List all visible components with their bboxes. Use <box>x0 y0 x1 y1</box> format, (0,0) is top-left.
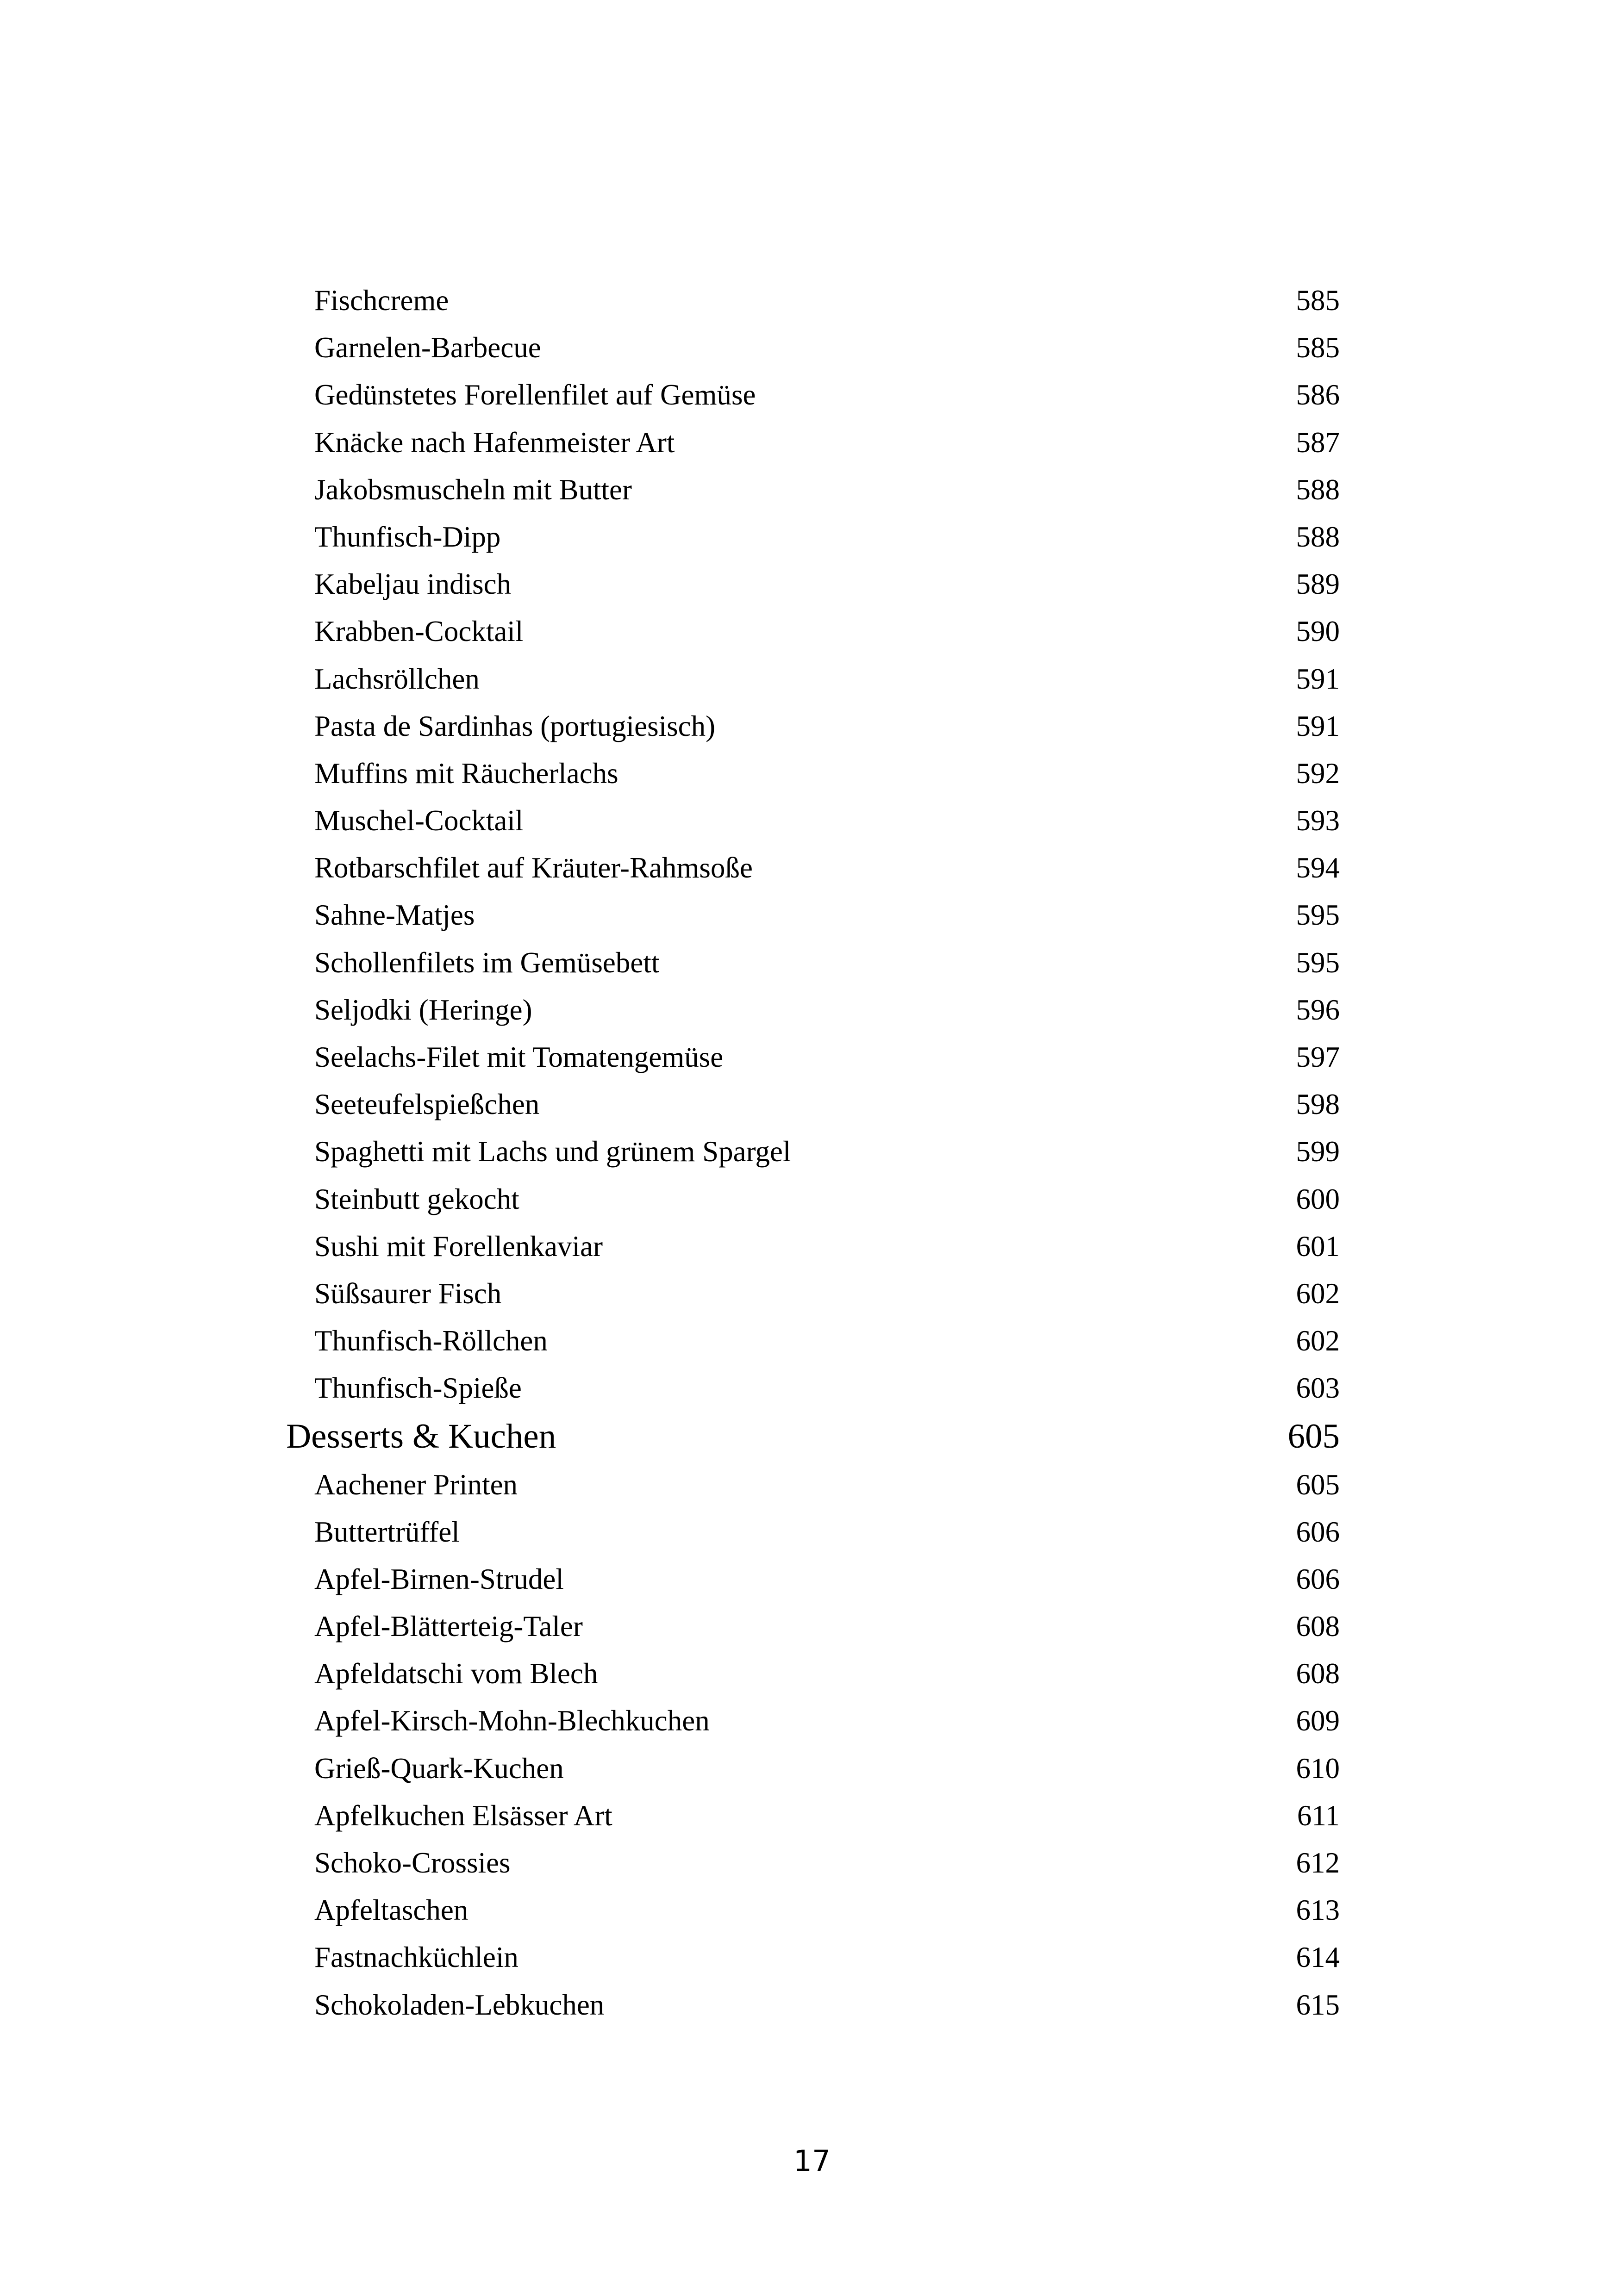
toc-entry-title: Muffins mit Räucherlachs <box>314 757 618 790</box>
toc-entry <box>286 1176 1340 1223</box>
toc-entry-page: 602 <box>1296 1325 1340 1357</box>
toc-entry-page: 613 <box>1296 1894 1340 1927</box>
toc-entry <box>286 891 1340 939</box>
toc-entry-page: 598 <box>1296 1088 1340 1121</box>
toc-entry-title: Buttertrüffel <box>314 1515 460 1548</box>
toc-entry-title: Spaghetti mit Lachs und grünem Spargel <box>314 1135 791 1168</box>
toc-entry <box>286 1934 1340 1981</box>
toc-entry-page: 591 <box>1296 709 1340 742</box>
toc-entry <box>286 1839 1340 1886</box>
toc-entry-title: Seeteufelspießchen <box>314 1088 540 1121</box>
toc-entry-page: 593 <box>1296 804 1340 837</box>
toc-entry-title: Grieß-Quark-Kuchen <box>314 1752 564 1785</box>
toc-entry-title: Thunfisch-Röllchen <box>314 1325 548 1357</box>
toc-entry <box>286 1364 1340 1412</box>
toc-entry <box>286 986 1340 1033</box>
toc-entry <box>286 1556 1340 1603</box>
toc-entry-page: 586 <box>1296 379 1340 411</box>
section-page: 605 <box>1287 1417 1340 1456</box>
toc-entry-title: Aachener Printen <box>314 1468 518 1501</box>
toc-entry-title: Pasta de Sardinhas (portugiesisch) <box>314 709 716 742</box>
toc-entry <box>286 1981 1340 2028</box>
toc-entry <box>286 703 1340 750</box>
toc-entry-page: 588 <box>1296 520 1340 553</box>
toc-entry-page: 591 <box>1296 662 1340 695</box>
toc-entry <box>286 277 1340 324</box>
toc-entry <box>286 844 1340 891</box>
toc-entry-page: 596 <box>1296 993 1340 1026</box>
toc-entry <box>286 750 1340 797</box>
toc-entry-title: Knäcke nach Hafenmeister Art <box>314 426 675 459</box>
toc-entry-page: 595 <box>1296 946 1340 979</box>
toc-entries-fish <box>286 277 1340 1412</box>
toc-entry <box>286 608 1340 655</box>
toc-entry-title: Apfel-Birnen-Strudel <box>314 1562 564 1595</box>
toc-entry-page: 601 <box>1296 1230 1340 1263</box>
toc-entry-page: 608 <box>1296 1657 1340 1690</box>
toc-entry-page: 609 <box>1296 1705 1340 1737</box>
toc-entry-title: Apfel-Kirsch-Mohn-Blechkuchen <box>314 1705 710 1737</box>
toc-entry-title: Sushi mit Forellenkaviar <box>314 1230 603 1263</box>
toc-entry <box>286 1128 1340 1175</box>
toc-entry <box>286 1033 1340 1081</box>
toc-entry-page: 612 <box>1296 1847 1340 1879</box>
page-number: 17 <box>793 2144 831 2178</box>
toc-entry-page: 608 <box>1296 1610 1340 1643</box>
toc-entry-page: 610 <box>1296 1752 1340 1785</box>
toc-entry <box>286 1508 1340 1556</box>
toc-entry-title: Thunfisch-Spieße <box>314 1372 522 1405</box>
toc-entry-title: Seelachs-Filet mit Tomatengemüse <box>314 1041 724 1073</box>
toc-entry-page: 597 <box>1296 1041 1340 1073</box>
toc-entry-title: Jakobsmuscheln mit Butter <box>314 473 632 506</box>
toc-entry <box>286 371 1340 418</box>
toc-entry <box>286 1650 1340 1697</box>
toc-entry-title: Lachsröllchen <box>314 662 480 695</box>
toc-entry <box>286 1223 1340 1270</box>
toc-entry <box>286 419 1340 466</box>
toc-entry-page: 614 <box>1296 1941 1340 1974</box>
toc-entry-page: 606 <box>1296 1562 1340 1595</box>
toc-entries-desserts <box>286 1461 1340 2028</box>
toc-entry-page: 585 <box>1296 284 1340 317</box>
toc-entry-title: Gedünstetes Forellenfilet auf Gemüse <box>314 379 756 411</box>
toc-entry <box>286 797 1340 844</box>
toc-entry-page: 599 <box>1296 1135 1340 1168</box>
toc-entry-page: 602 <box>1296 1277 1340 1310</box>
toc-entry-title: Kabeljau indisch <box>314 568 512 601</box>
toc-entry-title: Fastnachküchlein <box>314 1941 518 1974</box>
toc-entry <box>286 939 1340 986</box>
toc-entry-page: 605 <box>1296 1468 1340 1501</box>
toc-entry-page: 592 <box>1296 757 1340 790</box>
toc-entry-page: 611 <box>1297 1799 1340 1832</box>
toc-entry-title: Schoko-Crossies <box>314 1847 511 1879</box>
toc-entry-title: Muschel-Cocktail <box>314 804 524 837</box>
toc-entry <box>286 1603 1340 1650</box>
toc-entry-page: 590 <box>1296 615 1340 648</box>
toc-entry-page: 595 <box>1296 899 1340 932</box>
toc-entry <box>286 655 1340 703</box>
toc-entry-title: Rotbarschfilet auf Kräuter-Rahmsoße <box>314 852 753 884</box>
toc-entry-page: 606 <box>1296 1515 1340 1548</box>
toc-entry <box>286 1461 1340 1508</box>
toc-entry-title: Sahne-Matjes <box>314 899 475 932</box>
toc-entry-page: 587 <box>1296 426 1340 459</box>
toc-entry-title: Thunfisch-Dipp <box>314 520 501 553</box>
toc-entry-page: 615 <box>1296 1988 1340 2021</box>
toc-entry <box>286 1697 1340 1744</box>
toc-entry <box>286 1745 1340 1792</box>
toc-entry-title: Seljodki (Heringe) <box>314 993 532 1026</box>
toc-entry-page: 588 <box>1296 473 1340 506</box>
section-title: Desserts & Kuchen <box>286 1417 556 1456</box>
toc-entry-title: Garnelen-Barbecue <box>314 331 541 364</box>
toc-entry <box>286 1886 1340 1934</box>
toc-entry <box>286 466 1340 513</box>
toc-entry-title: Krabben-Cocktail <box>314 615 524 648</box>
toc-entry-page: 600 <box>1296 1182 1340 1215</box>
toc-entry-page: 603 <box>1296 1372 1340 1405</box>
toc-entry-title: Apfel-Blätterteig-Taler <box>314 1610 583 1643</box>
toc-entry-page: 585 <box>1296 331 1340 364</box>
table-of-contents <box>286 277 1340 2028</box>
toc-entry-title: Apfeldatschi vom Blech <box>314 1657 598 1690</box>
toc-entry <box>286 1317 1340 1364</box>
toc-entry <box>286 1270 1340 1317</box>
toc-section-heading <box>286 1412 1340 1461</box>
toc-entry-title: Schollenfilets im Gemüsebett <box>314 946 660 979</box>
toc-entry <box>286 513 1340 560</box>
toc-entry <box>286 560 1340 608</box>
toc-entry-title: Apfelkuchen Elsässer Art <box>314 1799 612 1832</box>
toc-entry-title: Süßsaurer Fisch <box>314 1277 502 1310</box>
toc-entry-title: Schokoladen-Lebkuchen <box>314 1988 605 2021</box>
toc-entry-title: Fischcreme <box>314 284 449 317</box>
toc-entry <box>286 324 1340 371</box>
toc-entry-page: 589 <box>1296 568 1340 601</box>
toc-entry-page: 594 <box>1296 852 1340 884</box>
toc-entry-title: Steinbutt gekocht <box>314 1182 519 1215</box>
toc-entry-title: Apfeltaschen <box>314 1894 468 1927</box>
toc-entry <box>286 1792 1340 1839</box>
toc-entry <box>286 1081 1340 1128</box>
